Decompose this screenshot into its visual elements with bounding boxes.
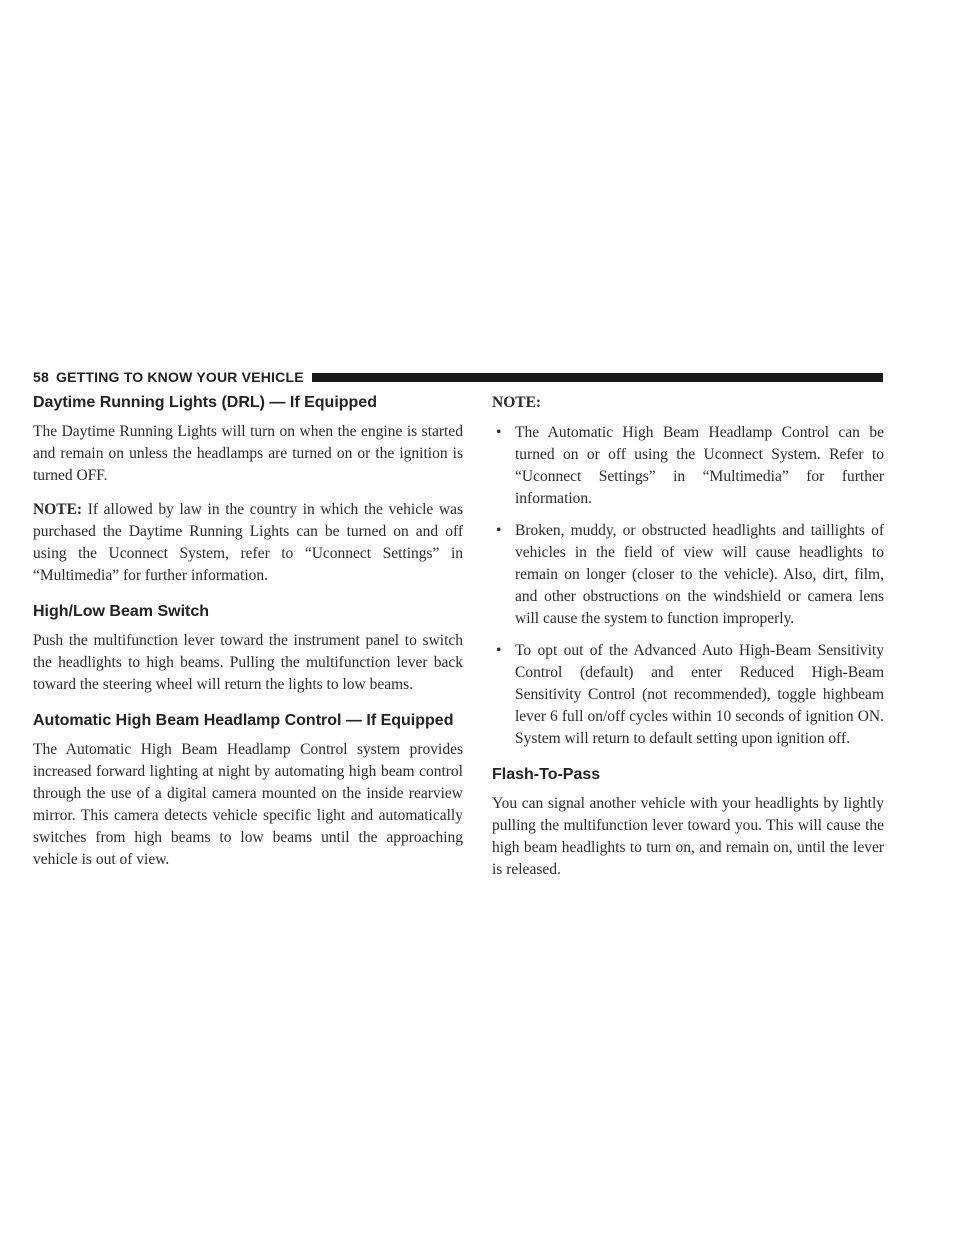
list-item [492, 422, 884, 510]
high-low-body: Push the multifunction lever toward the instrument panel to switch the headlights to high beams. Pulling the multifunction lever back toward the steering wheel will return the lights to low beams. [33, 632, 463, 693]
left-column [33, 392, 463, 883]
list-item-text: To opt out of the Advanced Auto High-Beam Sensitivity Control (default) and enter Reduced High-Beam Sensitivity Control (not recommended), toggle highbeam lever 6 full on/off cycles within 10 seconds of ignition ON. System will return to default setting upon ignition off. [515, 642, 884, 747]
note-list [492, 422, 884, 750]
list-item [492, 520, 884, 630]
list-item-text: Broken, muddy, or obstructed headlights and taillights of vehicles in the field of view will cause headlights to remain on longer (closer to the vehicle). Also, dirt, film, and other obstructions on the windshield or camera lens will cause the system to function improperly. [515, 522, 884, 627]
bullet-icon: • [496, 424, 502, 441]
auto-high-beam-heading: Automatic High Beam Headlamp Control — If Equipped [33, 712, 454, 729]
drl-note-text: If allowed by law in the country in which the vehicle was purchased the Daytime Running Lights can be turned on and off using the Uconnect System, refer to “Uconnect Settings” in “Multimedia” for further information. [33, 501, 463, 584]
bullet-icon: • [496, 522, 502, 539]
right-column [492, 392, 884, 893]
drl-note [33, 499, 463, 587]
list-item [492, 640, 884, 750]
drl-heading: Daytime Running Lights (DRL) — If Equipped [33, 394, 377, 411]
drl-note-label: NOTE: [33, 501, 83, 518]
page-number: 58 [33, 369, 49, 385]
section-title: GETTING TO KNOW YOUR VEHICLE [55, 369, 304, 385]
note-heading: NOTE: [492, 394, 542, 411]
page-header [33, 367, 883, 387]
high-low-heading: High/Low Beam Switch [33, 603, 210, 620]
header-rule [312, 373, 883, 382]
drl-body: The Daytime Running Lights will turn on when the engine is started and remain on unless the headlamps are turned on or the ignition is turned OFF. [33, 423, 463, 484]
flash-to-pass-heading: Flash-To-Pass [492, 766, 601, 783]
flash-to-pass-body: You can signal another vehicle with your headlights by lightly pulling the multifunction lever toward you. This will cause the high beam headlights to turn on, and remain on, until the lever is released. [492, 795, 884, 878]
auto-high-beam-body: The Automatic High Beam Headlamp Control system provides increased forward lighting at night by automating high beam control through the use of a digital camera mounted on the inside rearview mirror. This camera detects vehicle specific light and automatically switches from high beams to low beams until the approaching vehicle is out of view. [33, 741, 463, 868]
bullet-icon: • [496, 642, 502, 659]
list-item-text: The Automatic High Beam Headlamp Control can be turned on or off using the Uconnect System. Refer to “Uconnect Settings” in “Multimedia” for further information. [515, 424, 884, 507]
